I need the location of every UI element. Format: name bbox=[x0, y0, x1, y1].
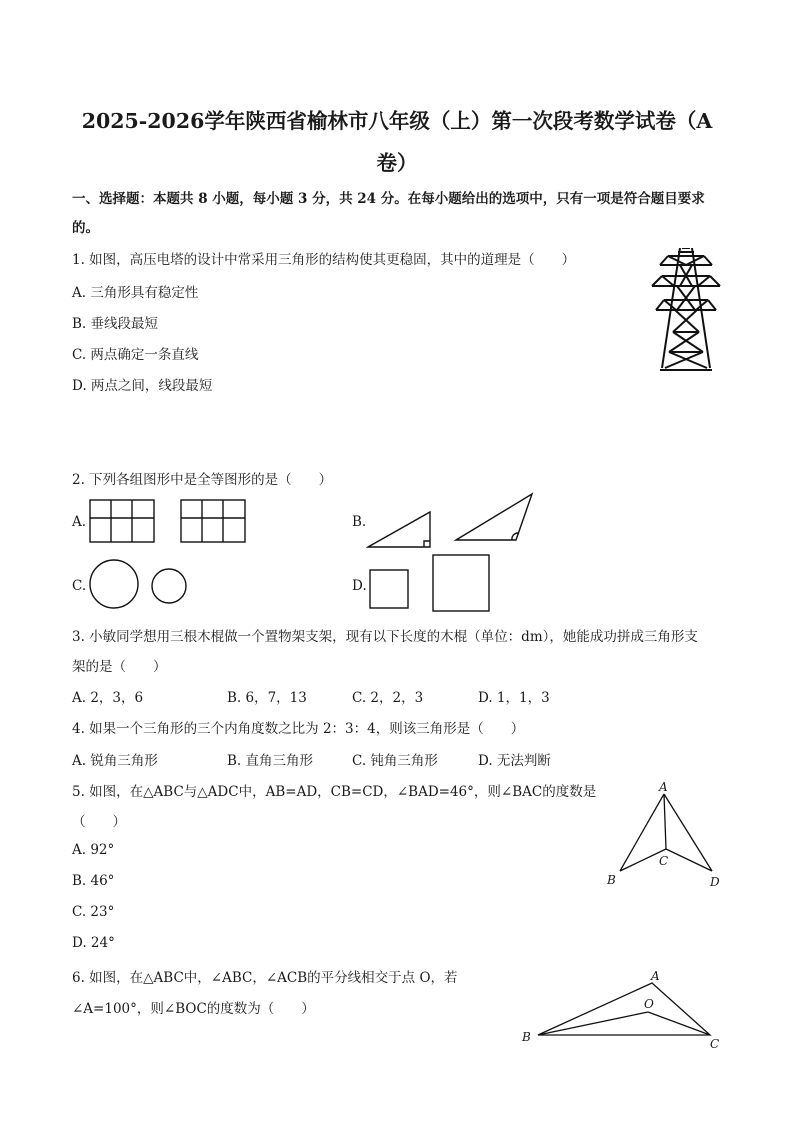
question-5-stem-line2: （ ） bbox=[72, 814, 126, 830]
question-5-option-d: D. 24° bbox=[72, 935, 115, 951]
question-2-option-a-label: A. bbox=[72, 514, 87, 530]
question-3-stem-line1: 3. 小敏同学想用三根木棍做一个置物架支架，现有以下长度的木棍（单位：dm），她能成功拼成三角形支 bbox=[72, 629, 698, 645]
point-c-label: C bbox=[710, 1037, 720, 1050]
question-2-option-b-label: B. bbox=[352, 514, 367, 530]
question-5-option-c: C. 23° bbox=[72, 904, 115, 920]
question-5-option-b: B. 46° bbox=[72, 873, 115, 889]
power-tower-figure bbox=[646, 248, 726, 376]
exam-title-line2: 卷） bbox=[376, 151, 418, 175]
question-2-stem: 2. 下列各组图形中是全等图形的是（ ） bbox=[72, 472, 333, 488]
question-6-stem-line1: 6. 如图，在△ABC中，∠ABC，∠ACB的平分线相交于点 O，若 bbox=[72, 970, 458, 986]
point-a-label: A bbox=[651, 969, 660, 983]
point-o-label: O bbox=[644, 997, 654, 1011]
question-4-option-b: B. 直角三角形 bbox=[227, 753, 314, 769]
question-2-option-d-label: D. bbox=[352, 578, 367, 594]
question-1-option-a: A. 三角形具有稳定性 bbox=[72, 285, 199, 301]
point-c-label: C bbox=[659, 854, 669, 868]
section-instructions-line2: 的。 bbox=[72, 220, 99, 236]
question-2-option-c-figure bbox=[88, 558, 192, 610]
question-1-option-d: D. 两点之间，线段最短 bbox=[72, 378, 213, 394]
question-2-option-d-figure bbox=[368, 553, 492, 613]
point-b-label: B bbox=[607, 873, 616, 887]
question-2-option-b-figure bbox=[366, 492, 538, 550]
question-1-option-c: C. 两点确定一条直线 bbox=[72, 347, 199, 363]
question-5-stem-line1: 5. 如图，在△ABC与△ADC中，AB=AD，CB=CD，∠BAD=46°，则∠BAC的度数是 bbox=[72, 784, 597, 800]
question-5-kite-figure bbox=[600, 778, 728, 892]
point-a-label: A bbox=[659, 780, 668, 794]
question-4-stem: 4. 如果一个三角形的三个内角度数之比为 2：3：4，则该三角形是（ ） bbox=[72, 721, 525, 737]
question-1-option-b: B. 垂线段最短 bbox=[72, 316, 159, 332]
section-instructions-line1: 一、选择题：本题共 8 小题，每小题 3 分，共 24 分。在每小题给出的选项中，只有一项是符合题目要求 bbox=[72, 191, 705, 207]
question-4-option-d: D. 无法判断 bbox=[478, 753, 551, 769]
exam-title-line1: 2025-2026学年陕西省榆林市八年级（上）第一次段考数学试卷（A bbox=[81, 109, 713, 133]
question-5-option-a: A. 92° bbox=[72, 842, 115, 858]
question-2-option-c-label: C. bbox=[72, 578, 87, 594]
point-d-label: D bbox=[710, 875, 720, 889]
question-3-stem-line2: 架的是（ ） bbox=[72, 659, 167, 675]
question-6-triangle-figure bbox=[516, 964, 728, 1050]
question-6-stem-line2: ∠A=100°，则∠BOC的度数为（ ） bbox=[72, 1001, 315, 1017]
question-1-stem: 1. 如图，高压电塔的设计中常采用三角形的结构使其更稳固，其中的道理是（ ） bbox=[72, 252, 576, 268]
point-b-label: B bbox=[522, 1030, 531, 1044]
question-3-option-a: A. 2，3，6 bbox=[72, 690, 144, 706]
question-4-option-a: A. 锐角三角形 bbox=[72, 753, 158, 769]
question-2-option-a-figure bbox=[88, 498, 248, 544]
question-4-option-c: C. 钝角三角形 bbox=[352, 753, 438, 769]
question-3-option-b: B. 6，7，13 bbox=[227, 690, 307, 706]
question-3-option-c: C. 2，2，3 bbox=[352, 690, 424, 706]
question-3-option-d: D. 1，1，3 bbox=[478, 690, 550, 706]
